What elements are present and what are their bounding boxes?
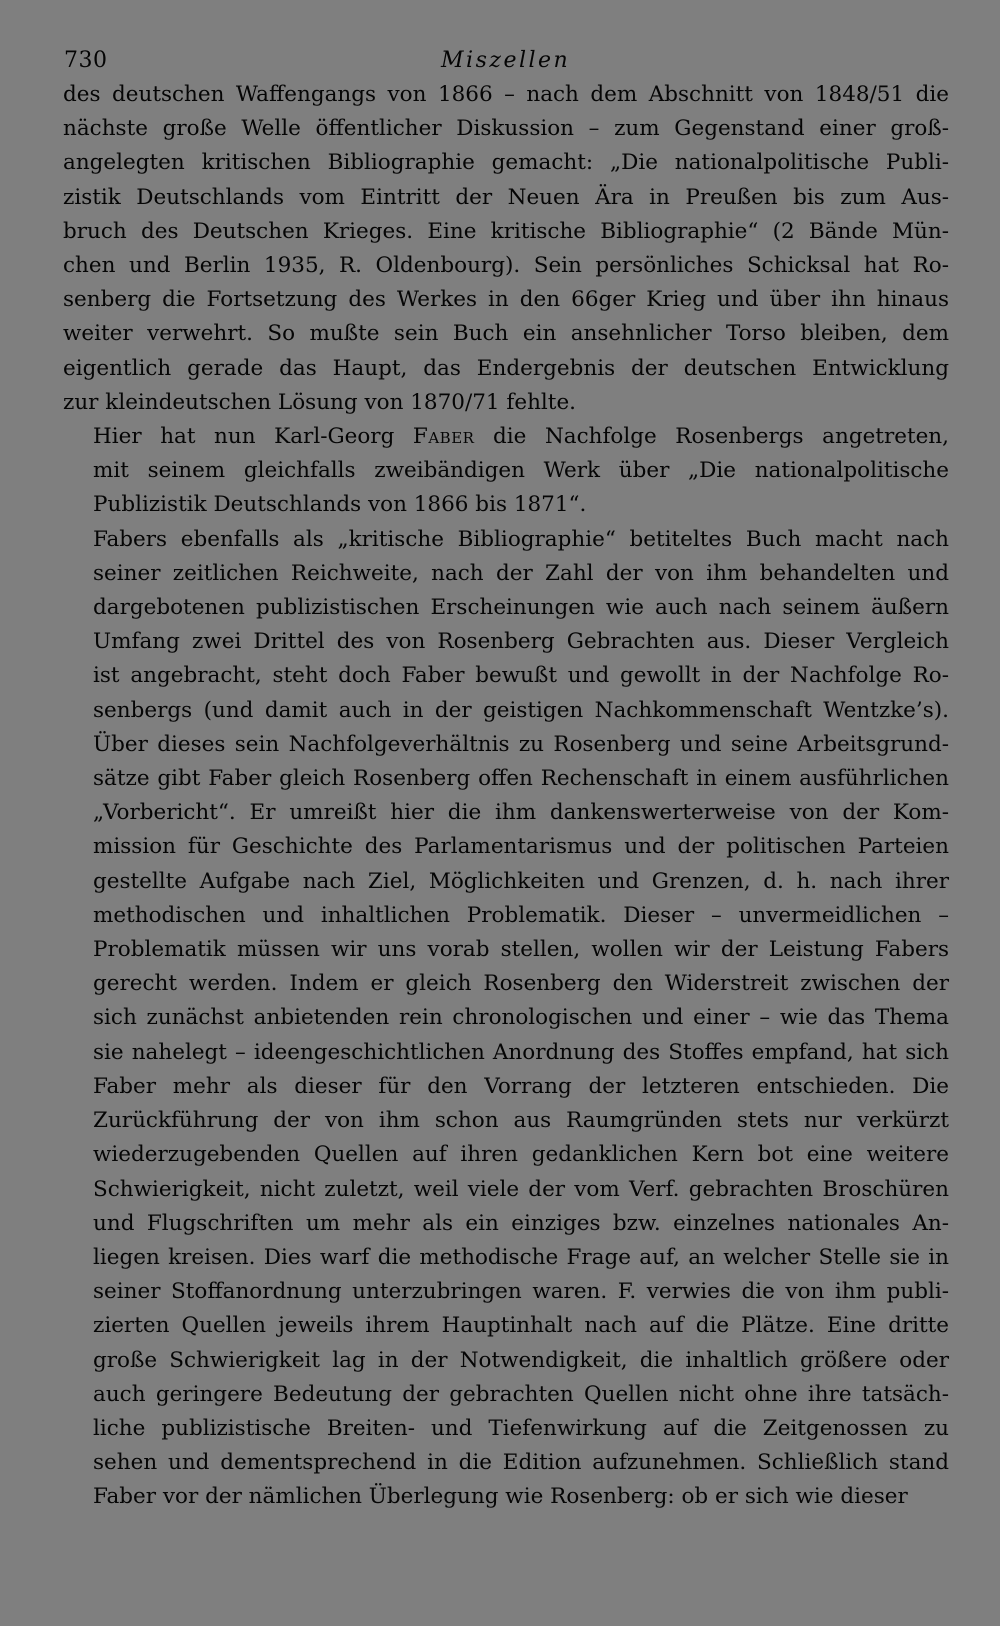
text-line: mission für Geschichte des Parlamentarismus und der politischen Parteien bbox=[93, 834, 949, 860]
document-page bbox=[63, 44, 949, 1515]
text-line: liche publizistische Breiten- und Tiefenwirkung auf die Zeitgenossen zu bbox=[93, 1415, 949, 1441]
section-title: Miszellen bbox=[441, 48, 571, 73]
text-line: sätze gibt Faber gleich Rosenberg offen Rechenschaft in einem ausführlichen bbox=[93, 766, 949, 792]
text-line: sich zunächst anbietenden rein chronologischen und einer – wie das Thema bbox=[93, 1005, 949, 1031]
text-line: bruch des Deutschen Krieges. Eine kritische Bibliographie“ (2 Bände Mün- bbox=[63, 218, 949, 244]
body-text bbox=[63, 78, 949, 1515]
text-segment: die Nachfolge Rosenbergs angetreten, bbox=[474, 424, 949, 450]
text-line: weiter verwehrt. So mußte sein Buch ein ansehnlicher Torso bleiben, dem bbox=[63, 321, 949, 347]
text-line: des deutschen Waffengangs von 1866 – nach dem Abschnitt von 1848/51 die bbox=[63, 82, 949, 107]
text-line: Faber vor der nämlichen Überlegung wie Rosenberg: ob er sich wie dieser bbox=[93, 1484, 908, 1510]
text-line: große Schwierigkeit lag in der Notwendigkeit, die inhaltlich größere oder bbox=[93, 1347, 949, 1373]
text-line: zur kleindeutschen Lösung von 1870/71 fehlte. bbox=[63, 389, 577, 415]
text-line: auch geringere Bedeutung der gebrachten Quellen nicht ohne ihre tatsäch- bbox=[93, 1381, 949, 1407]
text-line: sehen und dementsprechend in die Edition aufzunehmen. Schließlich stand bbox=[93, 1450, 949, 1476]
text-line: Problematik müssen wir uns vorab stellen, wollen wir der Leistung Fabers bbox=[93, 937, 949, 963]
text-line: wiederzugebenden Quellen auf ihren gedanklichen Kern bot eine weitere bbox=[93, 1142, 949, 1168]
text-line: sie nahelegt – ideengeschichtlichen Anordnung des Stoffes empfand, hat sich bbox=[93, 1039, 949, 1065]
text-line: ist angebracht, steht doch Faber bewußt und gewollt in der Nachfolge Ro- bbox=[93, 663, 949, 689]
text-line: liegen kreisen. Dies warf die methodische Frage auf, an welcher Stelle sie in bbox=[93, 1244, 949, 1270]
text-line: Faber mehr als dieser für den Vorrang der letzteren entschieden. Die bbox=[93, 1073, 949, 1099]
text-line: zierten Quellen jeweils ihrem Hauptinhalt nach auf die Plätze. Eine dritte bbox=[93, 1313, 949, 1339]
text-line: seiner zeitlichen Reichweite, nach der Zahl der von ihm behandelten und bbox=[93, 560, 949, 586]
paragraph-3 bbox=[63, 523, 949, 1515]
text-line: Fabers ebenfalls als „kritische Bibliographie“ betiteltes Buch macht nach bbox=[93, 526, 949, 552]
paragraph-2-rest bbox=[63, 454, 949, 522]
text-line: angelegten kritischen Bibliographie gemacht: „Die nationalpolitische Publi- bbox=[63, 150, 949, 176]
paragraph-2 bbox=[63, 420, 949, 523]
text-line: Zurückführung der von ihm schon aus Raumgründen stets nur verkürzt bbox=[93, 1108, 949, 1134]
text-line: und Flugschriften um mehr als ein einziges bzw. einzelnes nationales An- bbox=[93, 1210, 949, 1236]
text-segment: Hier hat nun Karl-Georg bbox=[93, 424, 413, 450]
paragraph-1 bbox=[63, 78, 949, 420]
text-line: gerecht werden. Indem er gleich Rosenberg den Widerstreit zwischen der bbox=[93, 971, 949, 997]
text-line: chen und Berlin 1935, R. Oldenbourg). Sein persönliches Schicksal hat Ro- bbox=[63, 253, 949, 279]
text-line: senbergs (und damit auch in der geistigen Nachkommenschaft Wentzke’s). bbox=[93, 697, 949, 723]
text-line: Umfang zwei Drittel des von Rosenberg Gebrachten aus. Dieser Vergleich bbox=[93, 629, 949, 655]
text-line: Über dieses sein Nachfolgeverhältnis zu Rosenberg und seine Arbeitsgrund- bbox=[93, 731, 949, 757]
text-line: seiner Stoffanordnung unterzubringen waren. F. verwies die von ihm publi- bbox=[93, 1279, 949, 1305]
text-line: „Vorbericht“. Er umreißt hier die ihm dankenswerterweise von der Kom- bbox=[93, 800, 949, 826]
text-line: methodischen und inhaltlichen Problematik. Dieser – unvermeidlichen – bbox=[93, 902, 949, 928]
page-number: 730 bbox=[64, 48, 108, 73]
text-line: mit seinem gleichfalls zweibändigen Werk über „Die nationalpolitische bbox=[93, 458, 949, 484]
running-head bbox=[63, 44, 949, 78]
text-line: zistik Deutschlands vom Eintritt der Neuen Ära in Preußen bis zum Aus- bbox=[63, 184, 949, 210]
text-line: nächste große Welle öffentlicher Diskussion – zum Gegenstand einer groß- bbox=[63, 116, 949, 142]
text-line: Schwierigkeit, nicht zuletzt, weil viele der vom Verf. gebrachten Broschüren bbox=[93, 1176, 949, 1202]
paragraph-2-line-1 bbox=[63, 420, 949, 454]
text-line: dargebotenen publizistischen Erscheinungen wie auch nach seinem äußern bbox=[93, 595, 949, 621]
author-name: Faber bbox=[412, 424, 475, 450]
text-line: eigentlich gerade das Haupt, das Endergebnis der deutschen Entwicklung bbox=[63, 355, 949, 381]
text-line: Publizistik Deutschlands von 1866 bis 1871“. bbox=[93, 492, 587, 518]
text-line: gestellte Aufgabe nach Ziel, Möglichkeiten und Grenzen, d. h. nach ihrer bbox=[93, 868, 949, 894]
text-line: senberg die Fortsetzung des Werkes in den 66ger Krieg und über ihn hinaus bbox=[63, 287, 949, 313]
